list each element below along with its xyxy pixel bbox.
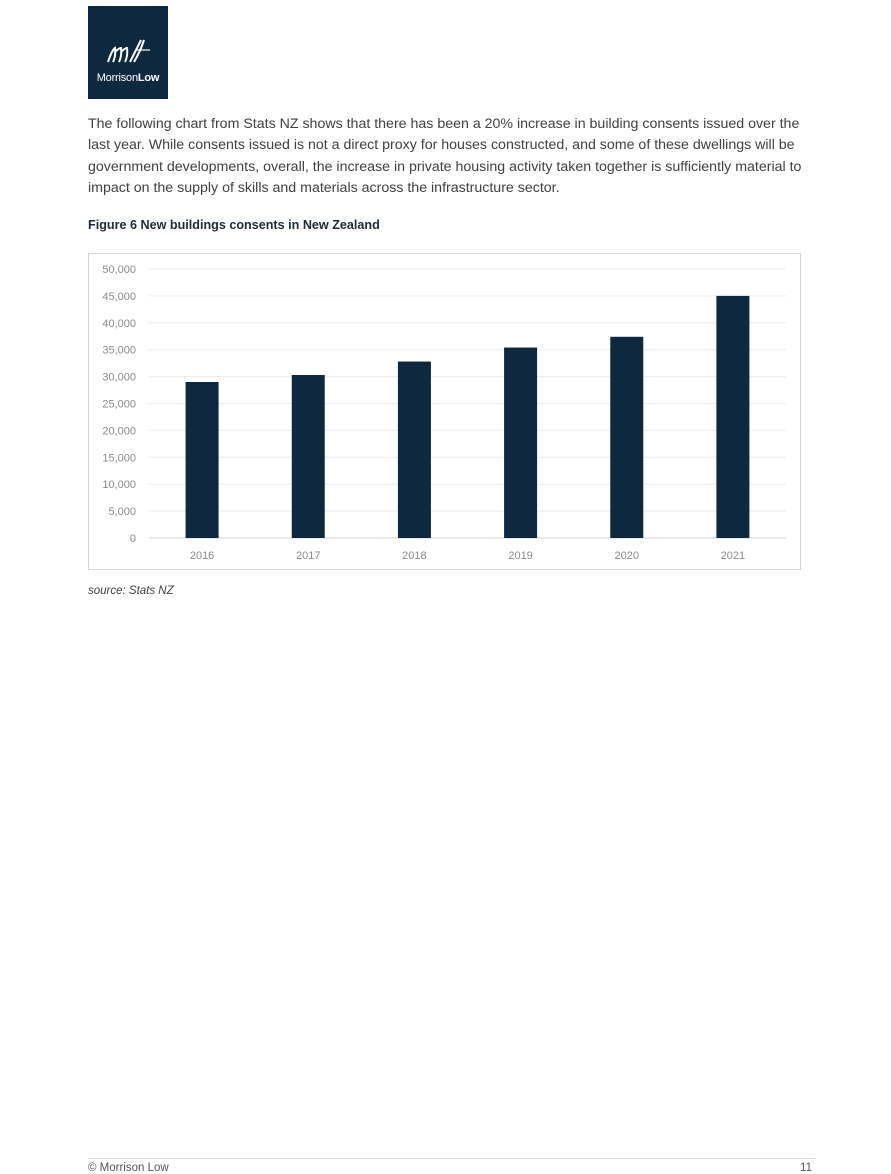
logo-mark-icon [106,38,152,66]
x-tick-label: 2019 [508,550,533,562]
bar [504,348,537,538]
logo [88,6,168,99]
intro-paragraph: The following chart from Stats NZ shows that there has been a 20% increase in building consents issued over the last year. While consents issued is not a direct proxy for houses constructed, and some of these dwellings will be government developments, overall, the increase in private housing activity taken together is sufficiently material to impact on the supply of skills and materials across the infrastructure sector. [88,116,802,197]
bar [398,362,431,538]
y-tick-label: 50,000 [102,264,136,276]
footer-divider [88,1158,815,1159]
bar-chart [88,253,801,570]
y-tick-label: 5,000 [108,506,136,519]
chart-svg [89,254,802,571]
x-tick-label: 2017 [296,550,321,562]
y-tick-label: 15,000 [102,452,136,465]
y-tick-label: 25,000 [102,398,136,411]
logo-text-bold: Low [137,72,160,84]
y-tick-label: 0 [129,533,136,545]
x-tick-label: 2021 [720,550,746,562]
figure-caption: Figure 6 New buildings consents in New Zealand [88,218,380,232]
y-tick-label: 40,000 [102,317,136,330]
bar [610,337,643,538]
y-tick-label: 45,000 [102,290,136,303]
x-tick-label: 2016 [189,550,215,562]
footer-copyright: © Morrison Low [88,1162,169,1174]
source-note: source: Stats NZ [88,585,174,597]
y-tick-label: 30,000 [102,371,136,384]
page-number: 11 [800,1162,812,1174]
bar [292,375,325,538]
logo-wordmark [88,72,168,84]
y-tick-label: 10,000 [102,479,136,492]
x-tick-label: 2020 [614,550,639,562]
x-tick-label: 2018 [402,550,427,562]
bar [186,382,219,538]
y-tick-label: 35,000 [102,344,136,357]
bar [716,296,749,538]
y-tick-label: 20,000 [102,425,136,438]
logo-text-regular: Morrison [96,72,138,84]
